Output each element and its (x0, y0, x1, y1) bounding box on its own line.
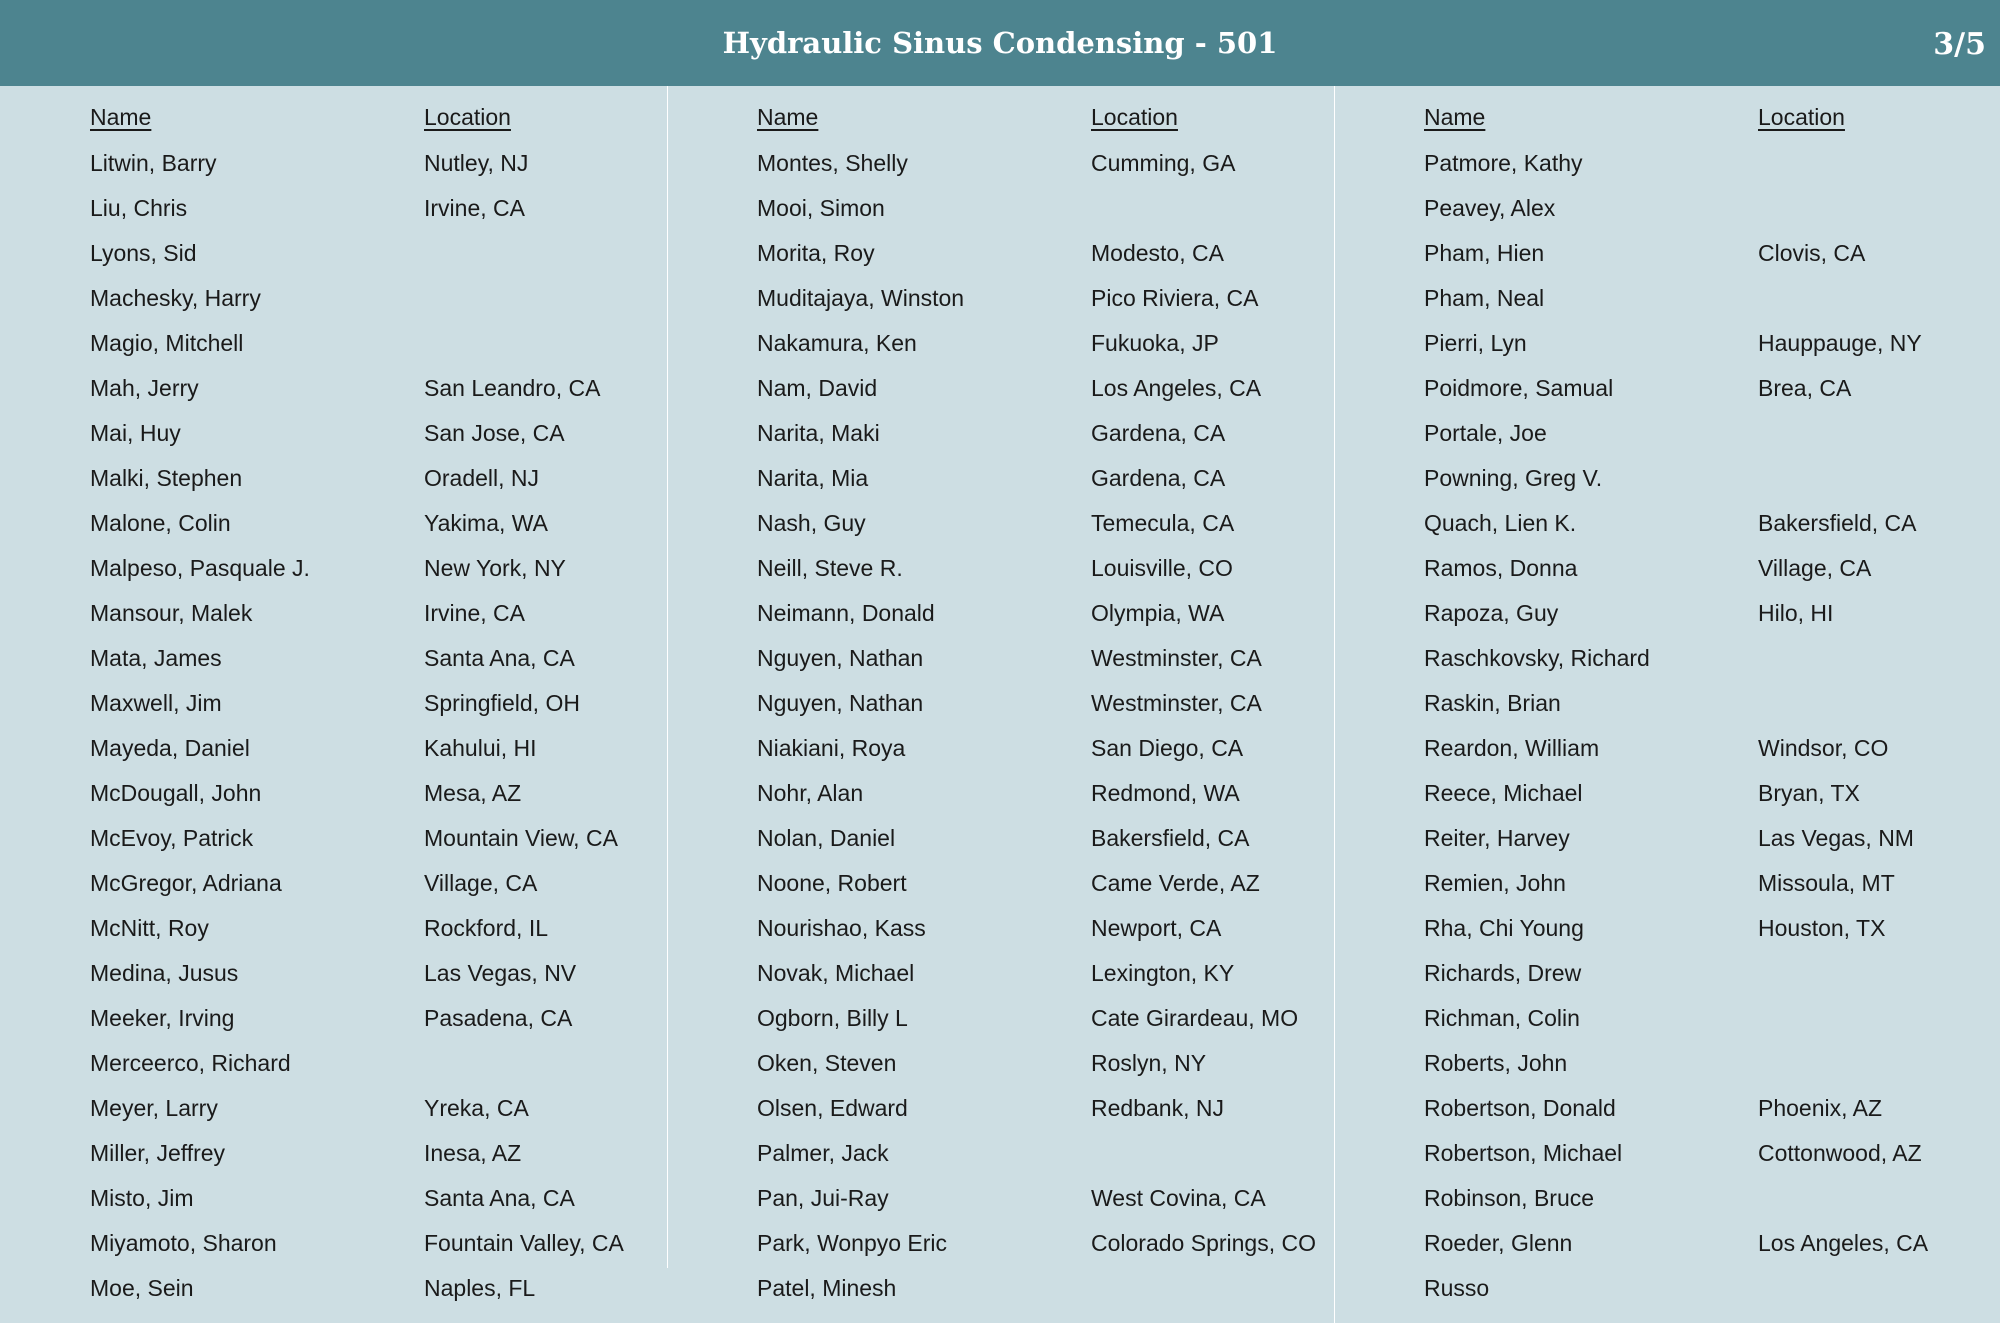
person-name: Mai, Huy (90, 420, 181, 446)
person-name: Nohr, Alan (757, 780, 864, 806)
person-location: Missoula, MT (1758, 870, 1895, 896)
person-name: Maxwell, Jim (90, 690, 222, 716)
table-row (1424, 411, 1984, 456)
person-name: Powning, Greg V. (1424, 465, 1603, 491)
table-row (90, 546, 650, 591)
person-name: Nash, Guy (757, 510, 866, 536)
person-name: Nguyen, Nathan (757, 690, 924, 716)
person-location: Pasadena, CA (424, 1005, 573, 1031)
person-location: Naples, FL (424, 1275, 536, 1301)
person-name: Remien, John (1424, 870, 1566, 896)
person-location: Kahului, HI (424, 735, 537, 761)
person-location: Redmond, WA (1091, 780, 1240, 806)
person-location: Gardena, CA (1091, 465, 1226, 491)
person-name: Rha, Chi Young (1424, 915, 1584, 941)
table-row (1424, 456, 1984, 501)
person-name: Patel, Minesh (757, 1275, 897, 1301)
person-location: West Covina, CA (1091, 1185, 1266, 1211)
person-name: Mayeda, Daniel (90, 735, 250, 761)
person-name: Mooi, Simon (757, 195, 885, 221)
person-location: Los Angeles, CA (1758, 1230, 1929, 1256)
person-name: Mata, James (90, 645, 222, 671)
person-name: McEvoy, Patrick (90, 825, 254, 851)
person-location: Hauppauge, NY (1758, 330, 1922, 356)
person-location: San Leandro, CA (424, 375, 601, 401)
person-name: Robinson, Bruce (1424, 1185, 1595, 1211)
table-row (757, 636, 1317, 681)
table-row (90, 141, 650, 186)
person-name: Mah, Jerry (90, 375, 199, 401)
person-name: Montes, Shelly (757, 150, 908, 176)
table-row (757, 1131, 1317, 1176)
person-name: Roeder, Glenn (1424, 1230, 1573, 1256)
person-location: Springfield, OH (424, 690, 580, 716)
table-row (90, 231, 650, 276)
table-row (757, 816, 1317, 861)
table-row (90, 1131, 650, 1176)
person-name: Reece, Michael (1424, 780, 1583, 806)
person-name: Poidmore, Samual (1424, 375, 1614, 401)
person-location: Windsor, CO (1758, 735, 1889, 761)
person-name: Pham, Neal (1424, 285, 1545, 311)
table-row (90, 636, 650, 681)
table-row (90, 996, 650, 1041)
page-indicator: 3/5 (1933, 27, 1986, 62)
person-name: Ramos, Donna (1424, 555, 1578, 581)
person-name: Meyer, Larry (90, 1095, 218, 1121)
person-name: Nourishao, Kass (757, 915, 926, 941)
page-title: Hydraulic Sinus Condensing - 501 (722, 26, 1278, 60)
roster-body (0, 86, 2000, 1323)
person-location: Temecula, CA (1091, 510, 1235, 536)
person-name: Raschkovsky, Richard (1424, 645, 1650, 671)
person-location: Mountain View, CA (424, 825, 618, 851)
person-name: Muditajaya, Winston (757, 285, 965, 311)
table-row (90, 726, 650, 771)
table-row (1424, 906, 1984, 951)
person-name: Pham, Hien (1424, 240, 1545, 266)
person-name: Palmer, Jack (757, 1140, 889, 1166)
table-row (757, 276, 1317, 321)
person-name: Nolan, Daniel (757, 825, 896, 851)
person-location: Clovis, CA (1758, 240, 1866, 266)
person-name: McGregor, Adriana (90, 870, 282, 896)
person-location: Las Vegas, NV (424, 960, 577, 986)
name-header: Name (757, 104, 819, 130)
table-row (757, 591, 1317, 636)
table-row (90, 816, 650, 861)
table-row (757, 1266, 1317, 1311)
person-name: Pan, Jui-Ray (757, 1185, 889, 1211)
person-name: Machesky, Harry (90, 285, 261, 311)
person-name: Miyamoto, Sharon (90, 1230, 277, 1256)
table-row (1424, 501, 1984, 546)
table-row (90, 861, 650, 906)
person-location: San Jose, CA (424, 420, 565, 446)
location-header: Location (1091, 104, 1178, 130)
person-location: Cumming, GA (1091, 150, 1236, 176)
table-row (1424, 681, 1984, 726)
table-row (757, 951, 1317, 996)
person-name: Nakamura, Ken (757, 330, 917, 356)
person-location: Las Vegas, NM (1758, 825, 1914, 851)
person-location: New York, NY (424, 555, 566, 581)
table-row (1424, 1086, 1984, 1131)
table-row (757, 231, 1317, 276)
person-name: Miller, Jeffrey (90, 1140, 226, 1166)
person-name: Roberts, John (1424, 1050, 1568, 1076)
person-name: Robertson, Donald (1424, 1095, 1616, 1121)
person-name: Robertson, Michael (1424, 1140, 1623, 1166)
person-location: Santa Ana, CA (424, 645, 575, 671)
table-row (90, 771, 650, 816)
person-location: Santa Ana, CA (424, 1185, 575, 1211)
person-location: Hilo, HI (1758, 600, 1834, 626)
table-row (1424, 546, 1984, 591)
table-row (1424, 1221, 1984, 1266)
person-location: Westminster, CA (1091, 690, 1262, 716)
person-name: Niakiani, Roya (757, 735, 906, 761)
person-name: Nam, David (757, 375, 878, 401)
person-name: Narita, Maki (757, 420, 880, 446)
person-location: Phoenix, AZ (1758, 1095, 1883, 1121)
table-row (757, 1176, 1317, 1221)
person-name: Misto, Jim (90, 1185, 194, 1211)
person-name: Oken, Steven (757, 1050, 897, 1076)
table-row (1424, 1131, 1984, 1176)
table-row (757, 996, 1317, 1041)
person-name: Neimann, Donald (757, 600, 935, 626)
person-name: Peavey, Alex (1424, 195, 1556, 221)
table-row (1424, 366, 1984, 411)
person-location: Cottonwood, AZ (1758, 1140, 1922, 1166)
table-row (1424, 321, 1984, 366)
person-location: Brea, CA (1758, 375, 1852, 401)
person-name: Liu, Chris (90, 195, 188, 221)
person-location: Gardena, CA (1091, 420, 1226, 446)
person-name: Richman, Colin (1424, 1005, 1580, 1031)
person-location: Redbank, NJ (1091, 1095, 1224, 1121)
person-name: Litwin, Barry (90, 150, 217, 176)
person-name: Raskin, Brian (1424, 690, 1561, 716)
table-row (757, 726, 1317, 771)
person-location: Lexington, KY (1091, 960, 1235, 986)
table-row (757, 681, 1317, 726)
person-name: Reiter, Harvey (1424, 825, 1570, 851)
person-name: Pierri, Lyn (1424, 330, 1527, 356)
person-location: Los Angeles, CA (1091, 375, 1262, 401)
person-name: Park, Wonpyo Eric (757, 1230, 948, 1256)
table-row (90, 321, 650, 366)
table-row (757, 1221, 1317, 1266)
person-name: Magio, Mitchell (90, 330, 244, 356)
person-location: Came Verde, AZ (1091, 870, 1260, 896)
person-location: Louisville, CO (1091, 555, 1233, 581)
person-location: Westminster, CA (1091, 645, 1262, 671)
table-row (757, 771, 1317, 816)
table-row (90, 501, 650, 546)
person-name: Nguyen, Nathan (757, 645, 924, 671)
person-name: Narita, Mia (757, 465, 869, 491)
table-row (1424, 186, 1984, 231)
person-name: Olsen, Edward (757, 1095, 908, 1121)
table-row (757, 861, 1317, 906)
person-location: Rockford, IL (424, 915, 548, 941)
person-name: Moe, Sein (90, 1275, 194, 1301)
table-row (757, 186, 1317, 231)
table-row (90, 681, 650, 726)
table-row (1424, 726, 1984, 771)
person-name: Meeker, Irving (90, 1005, 235, 1031)
person-name: McNitt, Roy (90, 915, 209, 941)
table-row (757, 906, 1317, 951)
table-row (1424, 1041, 1984, 1086)
table-row (757, 546, 1317, 591)
person-name: Malki, Stephen (90, 465, 243, 491)
table-row (90, 1176, 650, 1221)
person-location: Fukuoka, JP (1091, 330, 1219, 356)
table-row (1424, 1266, 1984, 1311)
table-row (1424, 591, 1984, 636)
table-row (757, 321, 1317, 366)
person-location: Yakima, WA (424, 510, 548, 536)
table-row (90, 591, 650, 636)
table-row (757, 1041, 1317, 1086)
person-location: Olympia, WA (1091, 600, 1225, 626)
table-row (90, 1041, 650, 1086)
person-location: San Diego, CA (1091, 735, 1244, 761)
person-location: Bakersfield, CA (1091, 825, 1250, 851)
person-location: Inesa, AZ (424, 1140, 522, 1166)
person-location: Mesa, AZ (424, 780, 522, 806)
person-location: Roslyn, NY (1091, 1050, 1207, 1076)
table-row (90, 1086, 650, 1131)
person-name: Portale, Joe (1424, 420, 1547, 446)
table-row (1424, 1176, 1984, 1221)
person-location: Village, CA (1758, 555, 1872, 581)
person-name: Lyons, Sid (90, 240, 197, 266)
person-name: Malone, Colin (90, 510, 231, 536)
person-name: Richards, Drew (1424, 960, 1582, 986)
table-row (90, 456, 650, 501)
person-location: Bryan, TX (1758, 780, 1860, 806)
table-row (90, 186, 650, 231)
table-row (1424, 816, 1984, 861)
person-location: Irvine, CA (424, 600, 525, 626)
person-name: Ogborn, Billy L (757, 1005, 908, 1031)
table-row (1424, 141, 1984, 186)
person-name: McDougall, John (90, 780, 262, 806)
person-location: Village, CA (424, 870, 538, 896)
person-location: Newport, CA (1091, 915, 1222, 941)
person-name: Rapoza, Guy (1424, 600, 1559, 626)
table-row (90, 1221, 650, 1266)
person-name: Merceerco, Richard (90, 1050, 291, 1076)
table-row (90, 411, 650, 456)
table-row (1424, 231, 1984, 276)
table-row (757, 141, 1317, 186)
table-row (1424, 861, 1984, 906)
person-location: Houston, TX (1758, 915, 1886, 941)
location-header: Location (1758, 104, 1845, 130)
table-row (1424, 771, 1984, 816)
column-divider (1334, 86, 1335, 1323)
table-row (1424, 276, 1984, 321)
person-name: Morita, Roy (757, 240, 875, 266)
person-location: Cate Girardeau, MO (1091, 1005, 1299, 1031)
table-row (757, 411, 1317, 456)
table-row (1424, 951, 1984, 996)
person-location: Bakersfield, CA (1758, 510, 1917, 536)
table-row (90, 366, 650, 411)
table-row (757, 1086, 1317, 1131)
name-header: Name (1424, 104, 1486, 130)
table-row (1424, 996, 1984, 1041)
table-row (90, 1266, 650, 1311)
table-row (1424, 636, 1984, 681)
table-row (90, 906, 650, 951)
person-name: Novak, Michael (757, 960, 915, 986)
person-name: Russo (1424, 1275, 1490, 1301)
table-row (90, 276, 650, 321)
person-location: Irvine, CA (424, 195, 525, 221)
person-name: Patmore, Kathy (1424, 150, 1583, 176)
person-name: Malpeso, Pasquale J. (90, 555, 310, 581)
person-location: Colorado Springs, CO (1091, 1230, 1316, 1256)
person-name: Reardon, William (1424, 735, 1600, 761)
person-location: Fountain Valley, CA (424, 1230, 624, 1256)
person-location: Modesto, CA (1091, 240, 1224, 266)
table-row (757, 366, 1317, 411)
person-name: Noone, Robert (757, 870, 907, 896)
person-location: Nutley, NJ (424, 150, 529, 176)
person-name: Neill, Steve R. (757, 555, 903, 581)
person-location: Oradell, NJ (424, 465, 540, 491)
name-header: Name (90, 104, 152, 130)
person-name: Medina, Jusus (90, 960, 239, 986)
header-bar (0, 0, 2000, 86)
table-row (757, 501, 1317, 546)
column-divider (667, 86, 668, 1268)
person-location: Pico Riviera, CA (1091, 285, 1259, 311)
table-row (90, 951, 650, 996)
location-header: Location (424, 104, 511, 130)
person-name: Quach, Lien K. (1424, 510, 1577, 536)
table-row (757, 456, 1317, 501)
person-location: Yreka, CA (424, 1095, 529, 1121)
person-name: Mansour, Malek (90, 600, 253, 626)
